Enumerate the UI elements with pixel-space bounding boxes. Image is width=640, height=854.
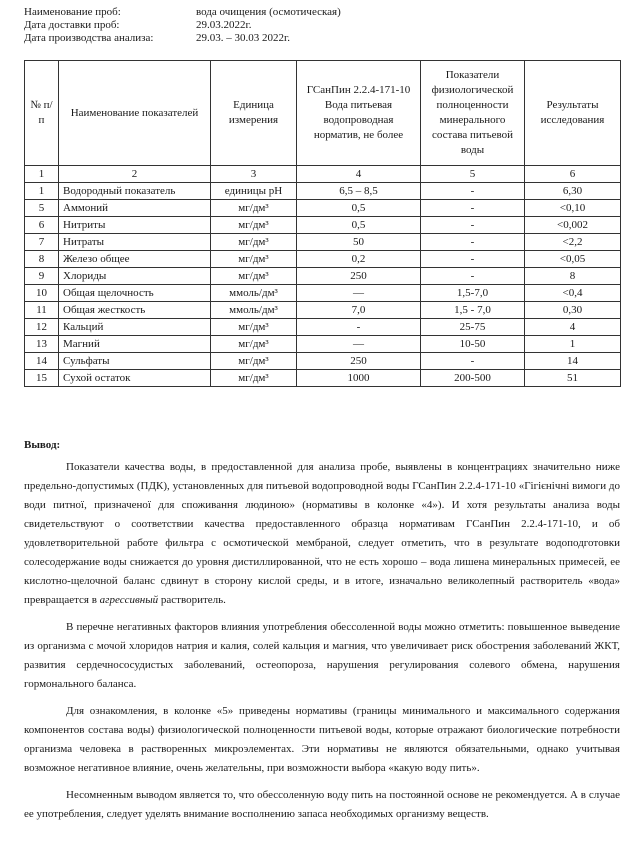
cell-name: Общая жесткость: [59, 302, 211, 319]
cell-num: 15: [25, 370, 59, 387]
cell-unit: ммоль/дм³: [211, 285, 297, 302]
cell-norm: 0,2: [297, 251, 421, 268]
cell-phys: 10-50: [421, 336, 525, 353]
cell-phys: -: [421, 353, 525, 370]
cell-unit: мг/дм³: [211, 336, 297, 353]
conclusion-section: [24, 436, 620, 828]
conclusion-p1-text: Показатели качества воды, в предоставленной для анализа пробе, выявлены в концентрациях значительно ниже предельно-допустимых (ПДК), установленных для питьевой водопроводной воды ГСанПин 2.2.4-171-10 «Гігієнічні вимоги до води питної, призначеної для споживання людиною» (нормативы в колонке «4»). И хотя результаты анализа воды свидетельствуют о соответствии качества предоставленного образца нормативам ГСанПин 2.2.4-171-10, и об удовлетворительной работе фильтра с осмотической мембраной, следует отметить, что в результате водоподготовки солесодержание воды снижается до уровня дистиллированной, что не есть хорошо – вода лишена минеральных примесей, ее кислотно-щелочной баланс сдвинут в сторону кислой среды, и в итоге, изначально великолепный растворитель «вода» превращается в: [24, 461, 620, 606]
conclusion-p1-end: растворитель.: [158, 594, 226, 606]
cell-phys: -: [421, 268, 525, 285]
cell-num: 1: [25, 183, 59, 200]
cell-phys: -: [421, 217, 525, 234]
cell-name: Железо общее: [59, 251, 211, 268]
table-row: [25, 251, 621, 268]
conclusion-title: Вывод:: [24, 439, 61, 451]
cell-result: <0,4: [525, 285, 621, 302]
conclusion-paragraph-4: Несомненным выводом является то, что обессоленную воду пить на постоянной основе не рекомендуется. А в случае ее употребления, следует уделять внимание восполнению запаса необходимых организму веществ.: [24, 789, 620, 820]
cell-num: 13: [25, 336, 59, 353]
cell-result: 14: [525, 353, 621, 370]
col-number: 2: [59, 166, 211, 183]
table-row: [25, 200, 621, 217]
col-header-phys: Показатели физиологической полноценности минерального состава питьевой воды: [421, 61, 525, 166]
header-label: Дата доставки проб:: [24, 19, 120, 31]
col-header-name: Наименование показателей: [59, 61, 211, 166]
cell-num: 9: [25, 268, 59, 285]
cell-norm: 1000: [297, 370, 421, 387]
cell-unit: мг/дм³: [211, 319, 297, 336]
cell-norm: -: [297, 319, 421, 336]
cell-unit: мг/дм³: [211, 217, 297, 234]
header-row-analysis-date: [24, 32, 624, 45]
cell-name: Аммоний: [59, 200, 211, 217]
cell-norm: 250: [297, 268, 421, 285]
header-value: 29.03.2022г.: [196, 19, 252, 31]
table-row: [25, 183, 621, 200]
header-value: вода очищения (осмотическая): [196, 6, 341, 18]
cell-norm: 50: [297, 234, 421, 251]
cell-norm: —: [297, 336, 421, 353]
cell-result: <0,10: [525, 200, 621, 217]
cell-unit: ммоль/дм³: [211, 302, 297, 319]
cell-phys: -: [421, 251, 525, 268]
results-table: [24, 60, 621, 387]
header-row-sample-name: [24, 6, 624, 19]
conclusion-paragraph-2: В перечне негативных факторов влияния употребления обессоленной воды можно отметить: повышенное выведение из организма с мочой хлоридов натрия и калия, солей кальция и магния, что увеличивает риск обострения заболеваний ЖКТ, развития сердечнососудистых заболеваний, остеопороза, нарушения регулирования солевого обмена, нарушения гормонального баланса.: [24, 621, 620, 690]
header-value: 29.03. – 30.03 2022г.: [196, 32, 291, 44]
cell-norm: 7,0: [297, 302, 421, 319]
table-header-row: [25, 61, 621, 166]
cell-unit: единицы рН: [211, 183, 297, 200]
cell-norm: 250: [297, 353, 421, 370]
cell-norm: —: [297, 285, 421, 302]
cell-norm: 6,5 – 8,5: [297, 183, 421, 200]
col-number: 5: [421, 166, 525, 183]
col-number: 3: [211, 166, 297, 183]
cell-phys: 1,5 - 7,0: [421, 302, 525, 319]
table-row: [25, 217, 621, 234]
cell-num: 10: [25, 285, 59, 302]
cell-result: 4: [525, 319, 621, 336]
cell-name: Хлориды: [59, 268, 211, 285]
cell-name: Сульфаты: [59, 353, 211, 370]
cell-result: 1: [525, 336, 621, 353]
cell-unit: мг/дм³: [211, 200, 297, 217]
table-row: [25, 234, 621, 251]
cell-name: Сухой остаток: [59, 370, 211, 387]
col-header-norm: ГСанПин 2.2.4-171-10 Вода питьевая водопроводная норматив, не более: [297, 61, 421, 166]
cell-phys: 25-75: [421, 319, 525, 336]
cell-result: <2,2: [525, 234, 621, 251]
cell-name: Нитраты: [59, 234, 211, 251]
cell-norm: 0,5: [297, 200, 421, 217]
table-row: [25, 302, 621, 319]
header-label: Дата производства анализа:: [24, 32, 154, 44]
cell-unit: мг/дм³: [211, 353, 297, 370]
header-row-delivery-date: [24, 19, 624, 32]
document-header: [24, 6, 624, 45]
table-row: [25, 268, 621, 285]
cell-phys: 1,5-7,0: [421, 285, 525, 302]
cell-phys: -: [421, 183, 525, 200]
col-number: 6: [525, 166, 621, 183]
cell-name: Водородный показатель: [59, 183, 211, 200]
col-number: 4: [297, 166, 421, 183]
cell-name: Нитриты: [59, 217, 211, 234]
col-header-num: № п/п: [25, 61, 59, 166]
conclusion-paragraph-1: [24, 458, 620, 610]
column-numbers-row: [25, 166, 621, 183]
cell-unit: мг/дм³: [211, 268, 297, 285]
cell-result: 0,30: [525, 302, 621, 319]
cell-num: 5: [25, 200, 59, 217]
table-row: [25, 353, 621, 370]
col-header-unit: Единица измерения: [211, 61, 297, 166]
cell-result: 6,30: [525, 183, 621, 200]
cell-num: 12: [25, 319, 59, 336]
cell-result: 8: [525, 268, 621, 285]
cell-unit: мг/дм³: [211, 370, 297, 387]
cell-unit: мг/дм³: [211, 234, 297, 251]
cell-name: Общая щелочность: [59, 285, 211, 302]
conclusion-p1-emphasis: агрессивный: [99, 594, 159, 606]
conclusion-paragraph-3: Для ознакомления, в колонке «5» приведены нормативы (границы минимального и максимального содержания компонентов состава воды) физиологической полноценности питьевой воды, которые отражают биологические потребности организма человека в растворенных микроэлементах. Эти нормативы не являются обязательными, однако учитывая возможное негативное влияние, очень желательны, при возможности выбора «какую воду пить».: [24, 705, 620, 774]
col-number: 1: [25, 166, 59, 183]
cell-num: 11: [25, 302, 59, 319]
table-row: [25, 336, 621, 353]
cell-name: Магний: [59, 336, 211, 353]
table-row: [25, 370, 621, 387]
cell-num: 8: [25, 251, 59, 268]
cell-norm: 0,5: [297, 217, 421, 234]
cell-phys: 200-500: [421, 370, 525, 387]
header-label: Наименование проб:: [24, 6, 121, 18]
cell-num: 6: [25, 217, 59, 234]
table-row: [25, 319, 621, 336]
cell-unit: мг/дм³: [211, 251, 297, 268]
cell-num: 7: [25, 234, 59, 251]
col-header-result: Результаты исследования: [525, 61, 621, 166]
cell-result: <0,002: [525, 217, 621, 234]
table-row: [25, 285, 621, 302]
cell-name: Кальций: [59, 319, 211, 336]
cell-num: 14: [25, 353, 59, 370]
cell-phys: -: [421, 200, 525, 217]
cell-phys: -: [421, 234, 525, 251]
cell-result: <0,05: [525, 251, 621, 268]
cell-result: 51: [525, 370, 621, 387]
